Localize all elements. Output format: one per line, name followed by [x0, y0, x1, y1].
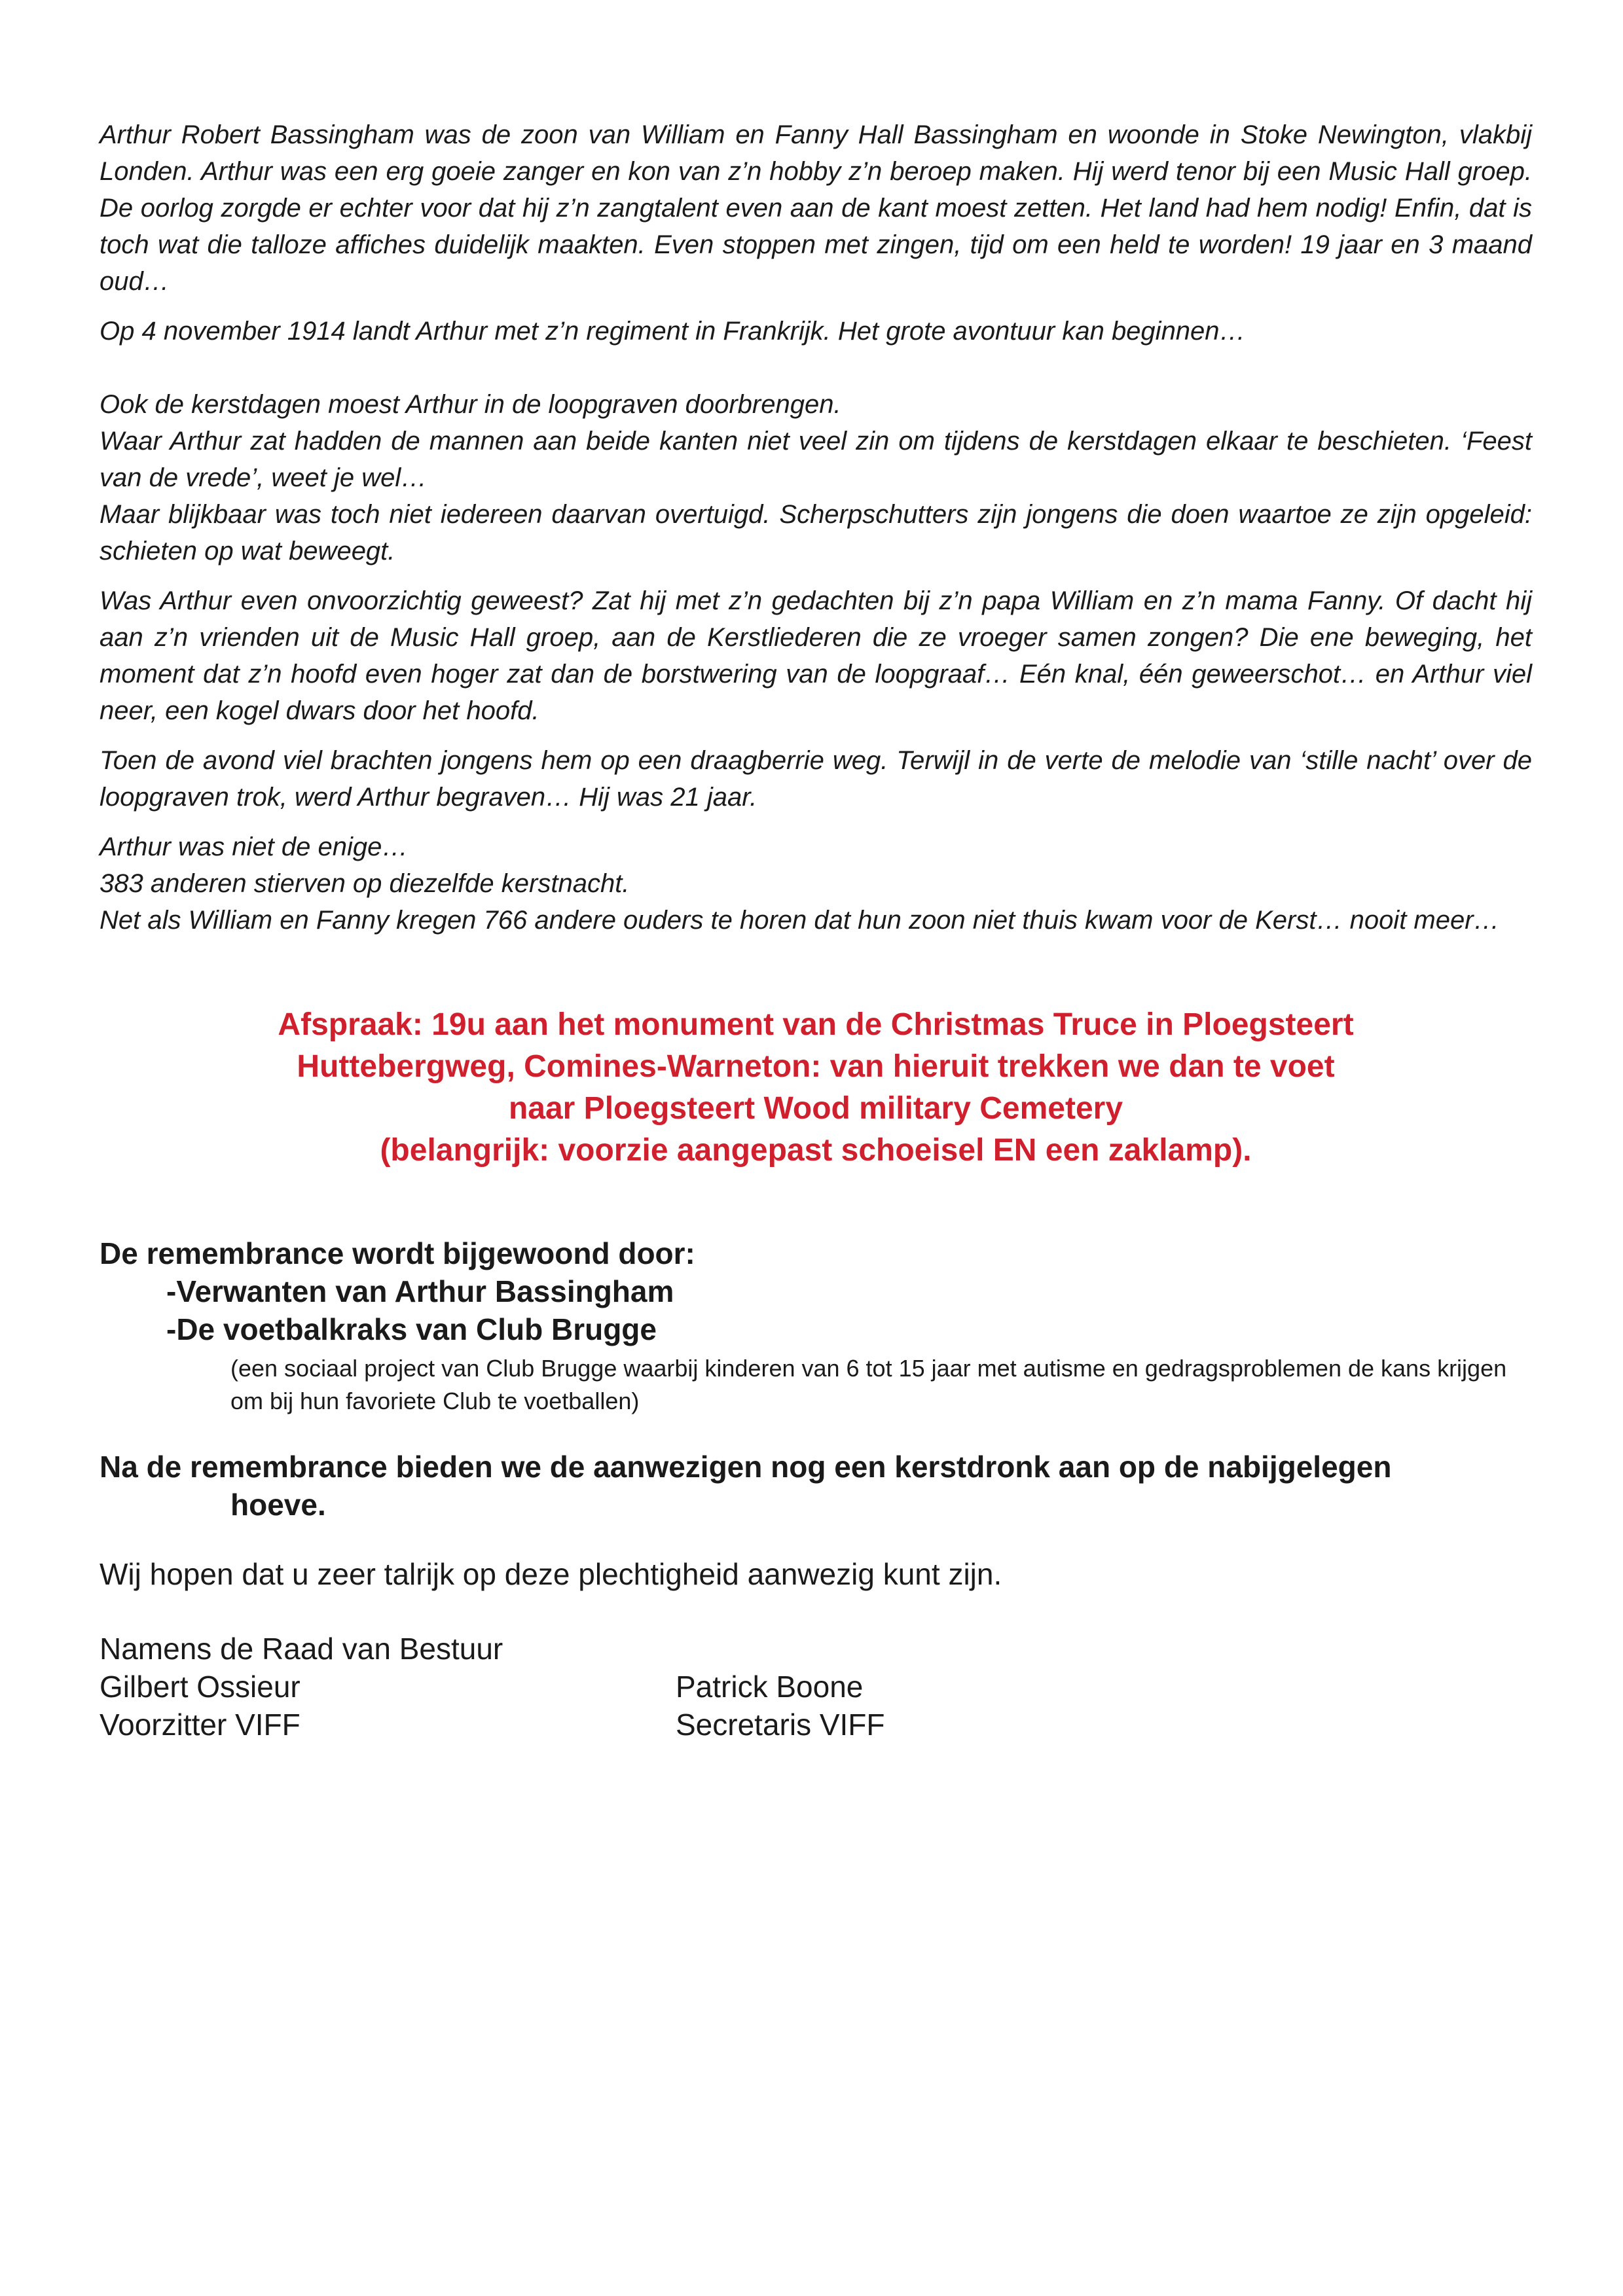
trenches-line: Maar blijkbaar was toch niet iedereen daarvan overtuigd. Scherpschutters zijn jongens die doen waartoe ze zijn opgeleid: schieten op wat beweegt. [100, 500, 1532, 565]
story-paragraph-intro: Arthur Robert Bassingham was de zoon van William en Fanny Hall Bassingham en woonde in Stoke Newington, vlakbij Londen. Arthur was een erg goeie zanger en kon van z’n hobby z’n beroep maken. Hij werd tenor bij een Music Hall groep. De oorlog zorgde er echter voor dat hij z’n zangtalent even aan de kant moest zetten. Het land had hem nodig! Enfin, dat is toch wat die talloze affiches duidelijk maakten. Even stoppen met zingen, tijd om een held te worden! 19 jaar en 3 maand oud… [100, 120, 1532, 296]
story-paragraph-trenches [100, 386, 1532, 569]
letter-page [100, 117, 1532, 1744]
drink-notice-line: hoeve. [230, 1488, 326, 1522]
others-line: Net als William en Fanny kregen 766 andere ouders te horen dat hun zoon niet thuis kwam voor de Kerst… nooit meer… [100, 906, 1500, 935]
secretary-role: Secretaris VIFF [676, 1708, 885, 1742]
closing-line: Wij hopen dat u zeer talrijk op deze plechtigheid aanwezig kunt zijn. [100, 1557, 1002, 1591]
story-paragraph-shot: Was Arthur even onvoorzichtig geweest? Zat hij met z’n gedachten bij z’n papa William en z’n mama Fanny. Of dacht hij aan z’n vrienden uit de Music Hall groep, aan de Kerstliederen die ze vroeger samen zongen? Die ene beweging, het moment dat z’n hoofd even hoger zat dan de borstwering van de loopgraaf… Eén knal, één geweerschot… en Arthur viel neer, een kogel dwars door het hoofd. [100, 586, 1532, 725]
announcement-line: naar Ploegsteert Wood military Cemetery [508, 1091, 1123, 1126]
trenches-line: Ook de kerstdagen moest Arthur in de loopgraven doorbrengen. [100, 390, 841, 419]
on-behalf-line: Namens de Raad van Bestuur [100, 1632, 503, 1666]
signature-block [100, 1630, 1532, 1744]
attendance-item: -Verwanten van Arthur Bassingham [166, 1274, 674, 1308]
others-line: Arthur was niet de enige… [100, 833, 409, 861]
story-paragraph-burial: Toen de avond viel brachten jongens hem op een draagberrie weg. Terwijl in de verte de melodie van ‘stille nacht’ over de loopgraven trok, werd Arthur begraven… Hij was 21 jaar. [100, 746, 1532, 812]
attendance-note: (een sociaal project van Club Brugge waarbij kinderen van 6 tot 15 jaar met autisme en gedragsproblemen de kans krijgen om bij hun favoriete Club te voetballen) [230, 1355, 1507, 1414]
signature-names-row [100, 1668, 1532, 1706]
attendance-section [100, 1234, 1532, 1418]
story-paragraph-others [100, 829, 1532, 939]
announcement-line: Afspraak: 19u aan het monument van de Christmas Truce in Ploegsteert [278, 1007, 1354, 1042]
secretary-name: Patrick Boone [676, 1670, 864, 1704]
attendance-item: -De voetbalkraks van Club Brugge [166, 1312, 657, 1346]
announcement-line: (belangrijk: voorzie aangepast schoeisel EN een zaklamp). [380, 1133, 1252, 1168]
story-paragraph-arrival: Op 4 november 1914 landt Arthur met z’n regiment in Frankrijk. Het grote avontuur kan beginnen… [100, 317, 1246, 346]
chairman-name: Gilbert Ossieur [100, 1670, 301, 1704]
chairman-role: Voorzitter VIFF [100, 1708, 301, 1742]
meeting-announcement [100, 1004, 1532, 1172]
announcement-line: Huttebergweg, Comines-Warneton: van hieruit trekken we dan te voet [297, 1049, 1335, 1084]
signature-roles-row [100, 1706, 1532, 1744]
others-line: 383 anderen stierven op diezelfde kerstnacht. [100, 869, 630, 898]
story-section [100, 117, 1532, 939]
trenches-line: Waar Arthur zat hadden de mannen aan beide kanten niet veel zin om tijdens de kerstdagen elkaar te beschieten. ‘Feest van de vrede’, weet je wel… [100, 427, 1532, 492]
drink-notice-line: Na de remembrance bieden we de aanwezigen nog een kerstdronk aan op de nabijgelegen [100, 1450, 1392, 1484]
attendance-heading: De remembrance wordt bijgewoond door: [100, 1236, 695, 1270]
christmas-drink-notice [100, 1448, 1532, 1524]
